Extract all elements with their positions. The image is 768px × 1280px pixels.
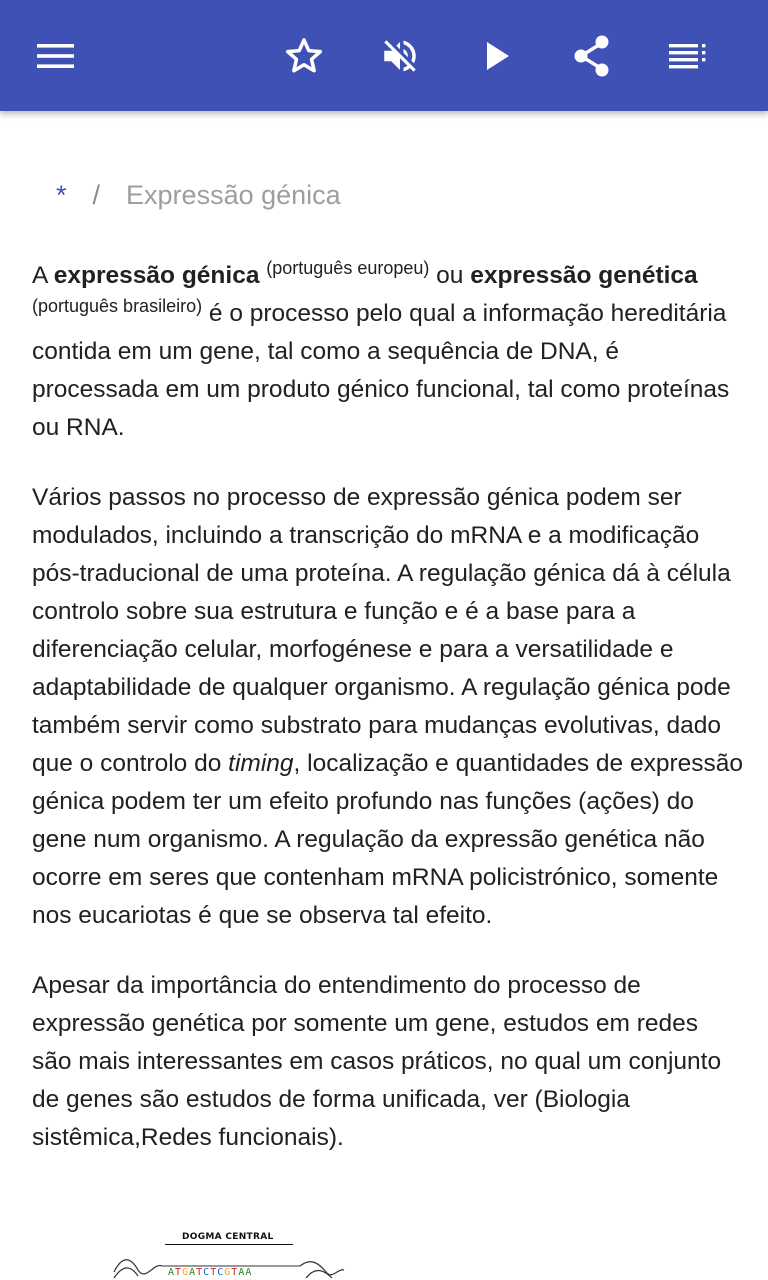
text: A	[32, 262, 54, 289]
dna-base: A	[168, 1267, 176, 1278]
share-button[interactable]	[564, 28, 620, 84]
text: é o processo pelo qual a informação hereditária contida em um gene, tal como a sequência de DNA, é processada em um produto génico funcional, tal como proteínas ou RNA.	[32, 300, 730, 441]
note-portugues-europeu: (português europeu)	[266, 258, 430, 278]
table-of-contents-icon	[669, 43, 707, 69]
article-paragraph-3	[32, 967, 744, 1157]
article-paragraph-2	[32, 479, 744, 935]
text: Apesar da importância do entendimento do processo de expressão genética por somente um gene, estudos em redes são mais interessantes em casos práticos, no qual um conjunto de genes são estudos de forma unificada, ver (Biologia sistêmica,Redes funcionais).	[32, 972, 722, 1151]
dna-base: T	[231, 1267, 239, 1278]
breadcrumb-current: Expressão génica	[126, 180, 341, 210]
dna-base: T	[175, 1267, 183, 1278]
dna-sequence	[168, 1267, 252, 1278]
article-paragraph-1	[32, 257, 744, 447]
dna-base: C	[203, 1267, 211, 1278]
italic-timing: timing	[228, 750, 294, 777]
note-portugues-brasileiro: (português brasileiro)	[32, 296, 203, 316]
breadcrumb-separator: /	[92, 180, 101, 210]
favorite-button[interactable]	[276, 28, 332, 84]
term-expressao-genica: expressão génica	[53, 262, 260, 289]
article-body	[32, 257, 744, 1189]
breadcrumb	[56, 180, 341, 220]
dna-base: A	[189, 1267, 197, 1278]
figure-caption: DOGMA CENTRAL	[182, 1232, 274, 1242]
text: ou	[429, 262, 471, 289]
term-expressao-genetica: expressão genética	[470, 262, 698, 289]
mute-button[interactable]	[372, 28, 428, 84]
dna-base: A	[238, 1267, 246, 1278]
dna-base: T	[196, 1267, 204, 1278]
hamburger-menu-icon	[37, 42, 75, 70]
play-icon	[483, 39, 513, 73]
text: Vários passos no processo de expressão génica podem ser modulados, incluindo a transcrição do mRNA e a modificação pós-traducional de uma proteína. A regulação génica dá à célula controlo sobre sua estrutura e função e é a base para a diferenciação celular, morfogénese e para a versatilidade e adaptabilidade de qualquer organismo. A regulação génica pode também servir como substrato para mudanças evolutivas, dado que o controlo do	[32, 484, 731, 777]
app-toolbar	[0, 0, 768, 111]
breadcrumb-home-link[interactable]: *	[56, 180, 67, 210]
dna-base: G	[182, 1267, 190, 1278]
dna-base: T	[210, 1267, 218, 1278]
table-of-contents-button[interactable]	[660, 28, 716, 84]
volume-off-icon	[379, 35, 421, 77]
share-icon	[572, 34, 612, 78]
star-outline-icon	[283, 35, 325, 77]
central-dogma-figure[interactable]	[100, 1222, 360, 1280]
dna-base: G	[224, 1267, 232, 1278]
dna-base: A	[245, 1267, 253, 1278]
menu-button[interactable]	[28, 28, 84, 84]
play-button[interactable]	[470, 28, 526, 84]
text: , localização e quantidades de expressão génica podem ter um efeito profundo nas funções (ações) do gene num organismo. A regulação da expressão genética não ocorre em seres que contenham mRNA policistrónico, somente nos eucariotas é que se observa tal efeito.	[32, 750, 743, 929]
dna-base: C	[217, 1267, 225, 1278]
